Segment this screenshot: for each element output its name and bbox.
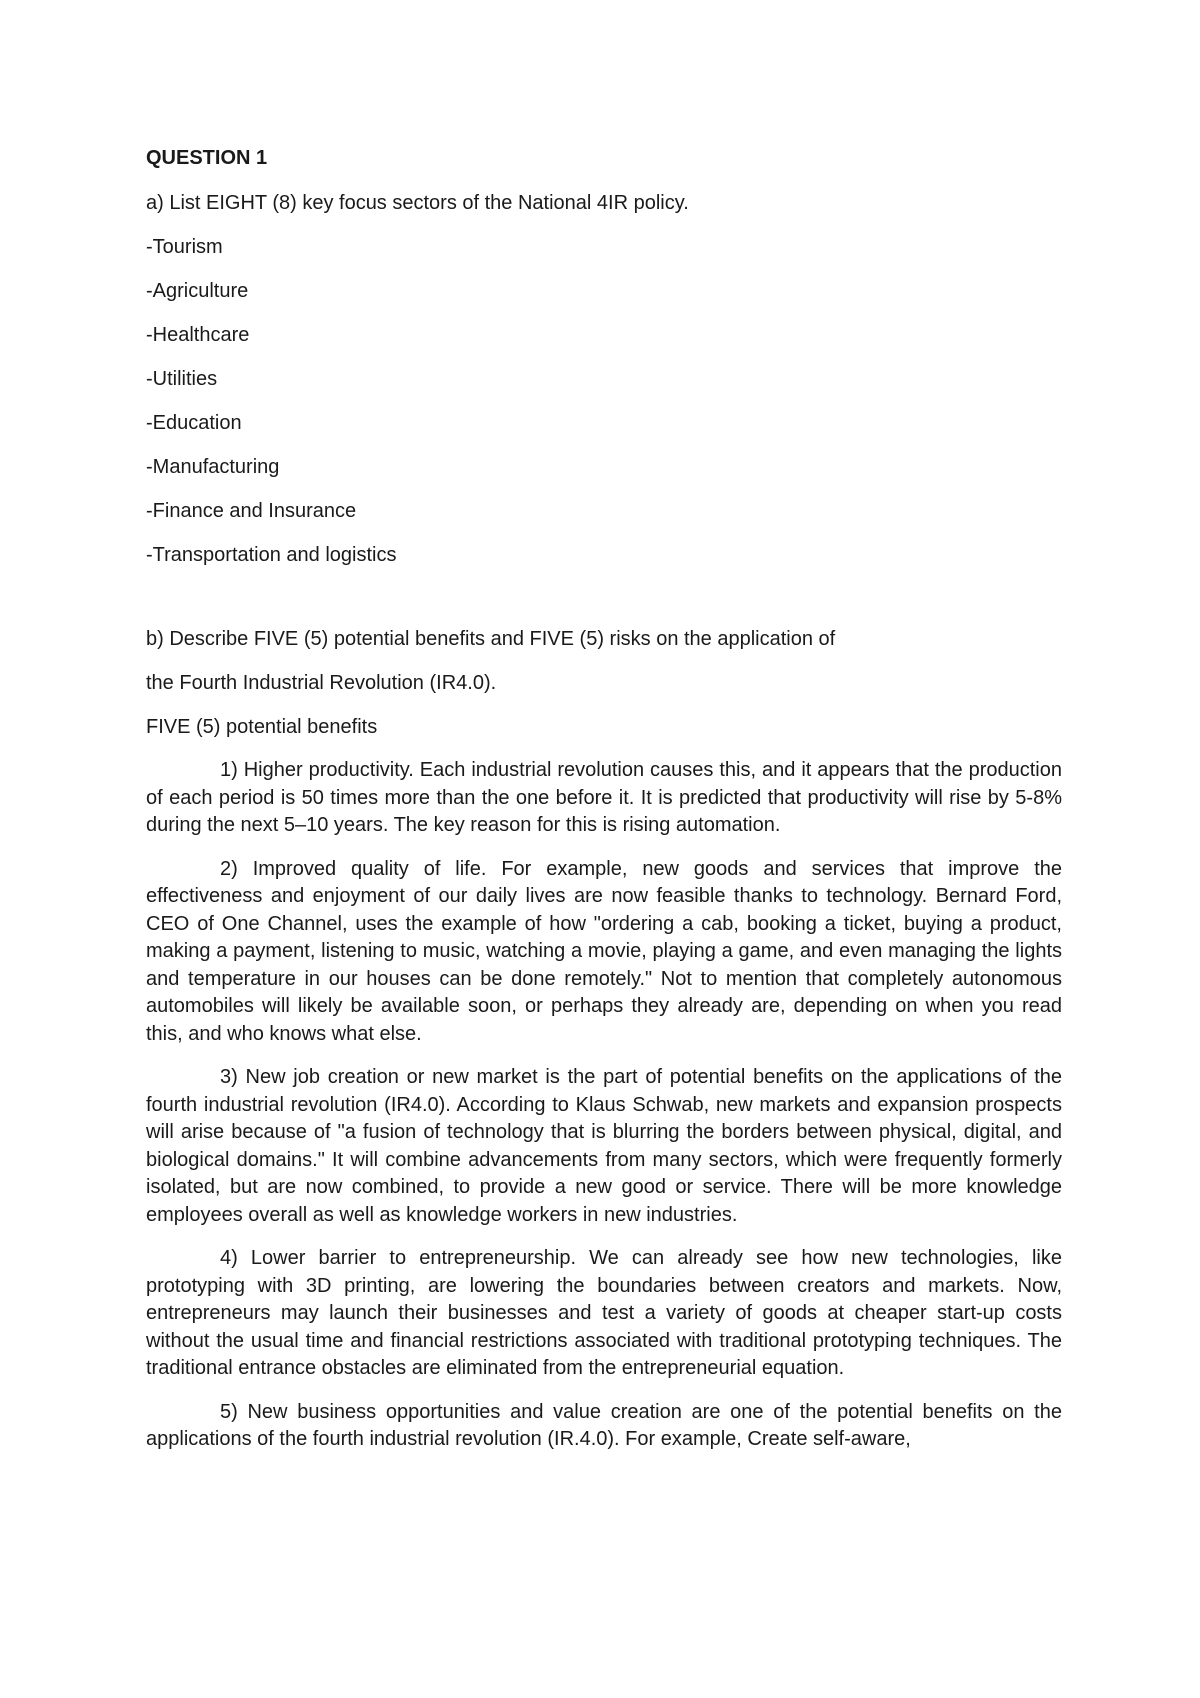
- benefit-paragraph-5: 5) New business opportunities and value creation are one of the potential benefits on the applications of the fourth industrial revolution (IR.4.0). For example, Create self-aware,: [146, 1400, 1062, 1450]
- part-a-prompt: a) List EIGHT (8) key focus sectors of the National 4IR policy.: [146, 192, 689, 214]
- benefit-paragraph-2: 2) Improved quality of life. For example, new goods and services that improve the effectiveness and enjoyment of our daily lives are now feasible thanks to technology. Bernard Ford, CEO of One Channel, uses the example of how "ordering a cab, booking a ticket, buying a product, making a payment, listening to music, watching a movie, playing a game, and even managing the lights and temperature in our houses can be done remotely." Not to mention that completely autonomous automobiles will likely be available soon, or perhaps they already are, depending on when you read this, and who knows what else.: [146, 857, 1062, 1045]
- part-b-prompt-line1: b) Describe FIVE (5) potential benefits and FIVE (5) risks on the application of: [146, 628, 836, 650]
- list-item: -Finance and Insurance: [146, 500, 357, 522]
- benefit-paragraph-3: 3) New job creation or new market is the part of potential benefits on the applications of the fourth industrial revolution (IR4.0). According to Klaus Schwab, new markets and expansion prospects will arise because of "a fusion of technology that is blurring the borders between physical, digital, and biological domains." It will combine advancements from many sectors, which were frequently formerly isolated, but are now combined, to provide a new good or service. There will be more knowledge employees overall as well as knowledge workers in new industries.: [146, 1066, 1062, 1226]
- document-page: [146, 144, 1062, 1470]
- benefits-heading: FIVE (5) potential benefits: [146, 716, 378, 738]
- list-item: -Utilities: [146, 368, 218, 390]
- list-item: -Transportation and logistics: [146, 544, 397, 566]
- part-b-prompt-line2: the Fourth Industrial Revolution (IR4.0).: [146, 672, 497, 694]
- benefit-paragraph-1: 1) Higher productivity. Each industrial revolution causes this, and it appears that the production of each period is 50 times more than the one before it. It is predicted that productivity will rise by 5-8% during the next 5–10 years. The key reason for this is rising automation.: [146, 759, 1062, 836]
- list-item: -Healthcare: [146, 324, 250, 346]
- section-spacer: [146, 585, 1062, 625]
- benefit-paragraph-4: 4) Lower barrier to entrepreneurship. We can already see how new technologies, like prototyping with 3D printing, are lowering the boundaries between creators and markets. Now, entrepreneurs may launch their businesses and test a variety of goods at cheaper start-up costs without the usual time and financial restrictions associated with traditional prototyping techniques. The traditional entrance obstacles are eliminated from the entrepreneurial equation.: [146, 1247, 1062, 1379]
- list-item: -Agriculture: [146, 280, 249, 302]
- list-item: -Education: [146, 412, 242, 434]
- list-item: -Tourism: [146, 236, 223, 258]
- question-title: QUESTION 1: [146, 147, 268, 169]
- sector-list: [146, 233, 1062, 569]
- list-item: -Manufacturing: [146, 456, 280, 478]
